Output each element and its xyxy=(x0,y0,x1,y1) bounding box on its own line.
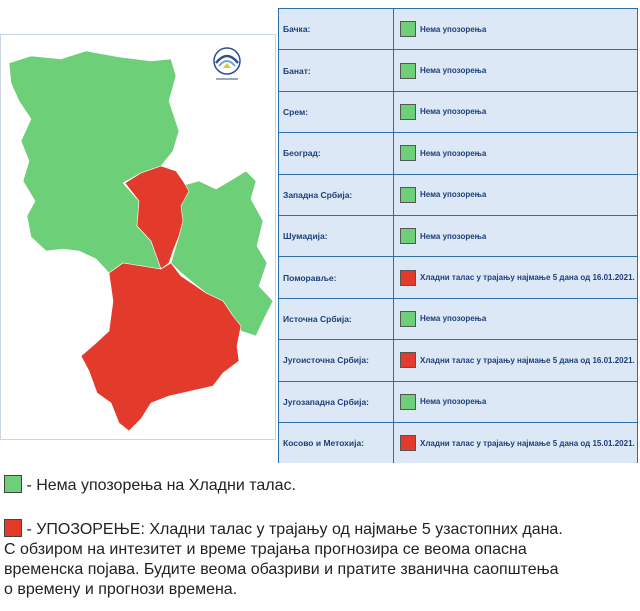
legend-red-swatch xyxy=(4,519,22,537)
region-label: Западна Србија: xyxy=(279,175,393,215)
region-label: Банат: xyxy=(279,50,393,90)
region-status xyxy=(394,175,637,215)
region-label: Београд: xyxy=(279,133,393,173)
region-status xyxy=(394,423,637,463)
table-row xyxy=(279,50,637,90)
status-swatch xyxy=(400,394,416,410)
serbia-warning-map xyxy=(1,35,277,441)
status-text: Хладни талас у трајању најмање 5 дана од 16.01.2021. xyxy=(420,355,635,365)
status-swatch xyxy=(400,270,416,286)
map-panel xyxy=(0,34,276,440)
region-label: Шумадија: xyxy=(279,216,393,256)
region-status xyxy=(394,92,637,132)
rhmz-logo xyxy=(206,44,248,86)
logo-emblem-icon xyxy=(206,44,248,86)
table-row xyxy=(279,340,637,380)
status-swatch xyxy=(400,311,416,327)
legend-warning-line-1: - УПОЗОРЕЊЕ: Хладни талас у трајању од најмање 5 узастопних дана. xyxy=(22,521,563,538)
status-swatch xyxy=(400,104,416,120)
status-text: Нема упозорења xyxy=(420,397,487,407)
legend-no-warning-text: - Нема упозорења на Хладни талас. xyxy=(22,477,296,494)
status-text: Нема упозорења xyxy=(420,231,487,241)
status-swatch xyxy=(400,352,416,368)
table-row xyxy=(279,423,637,463)
table-row xyxy=(279,257,637,297)
table-row xyxy=(279,299,637,339)
region-status xyxy=(394,50,637,90)
region-status xyxy=(394,133,637,173)
region-label: Југоисточна Србија: xyxy=(279,340,393,380)
table-row xyxy=(279,216,637,256)
region-status xyxy=(394,340,637,380)
table-row xyxy=(279,9,637,49)
status-text: Нема упозорења xyxy=(420,24,487,34)
status-text: Нема упозорења xyxy=(420,66,487,76)
table-row xyxy=(279,92,637,132)
table-row xyxy=(279,133,637,173)
status-swatch xyxy=(400,145,416,161)
legend-warning-line-3: временска појава. Будите веома обазриви и пратите званична саопштења xyxy=(4,561,559,578)
status-swatch xyxy=(400,228,416,244)
legend-green-swatch xyxy=(4,475,22,493)
region-label: Срем: xyxy=(279,92,393,132)
status-swatch xyxy=(400,187,416,203)
status-text: Нема упозорења xyxy=(420,190,487,200)
status-text: Нема упозорења xyxy=(420,107,487,117)
region-label: Бачка: xyxy=(279,9,393,49)
table-row xyxy=(279,175,637,215)
status-swatch xyxy=(400,21,416,37)
region-status xyxy=(394,299,637,339)
status-text: Нема упозорења xyxy=(420,314,487,324)
region-label: Косово и Метохија: xyxy=(279,423,393,463)
legend-warning-line-4: о времену и прогнози времена. xyxy=(4,581,238,598)
status-text: Хладни талас у трајању најмање 5 дана од 15.01.2021. xyxy=(420,438,635,448)
legend-warning-line-2: С обзиром на интезитет и време трајања прогнозира се веома опасна xyxy=(4,541,527,558)
region-label: Југозападна Србија: xyxy=(279,382,393,422)
region-label: Поморавље: xyxy=(279,257,393,297)
region-label: Источна Србија: xyxy=(279,299,393,339)
legend-no-warning xyxy=(4,475,634,496)
regional-warning-table xyxy=(278,8,638,463)
region-status xyxy=(394,216,637,256)
status-text: Хладни талас у трајању најмање 5 дана од 16.01.2021. xyxy=(420,273,635,283)
status-swatch xyxy=(400,435,416,451)
status-text: Нема упозорења xyxy=(420,148,487,158)
region-status xyxy=(394,257,637,297)
legend-warning xyxy=(4,519,634,600)
region-status xyxy=(394,382,637,422)
status-swatch xyxy=(400,63,416,79)
region-status xyxy=(394,9,637,49)
table-row xyxy=(279,382,637,422)
